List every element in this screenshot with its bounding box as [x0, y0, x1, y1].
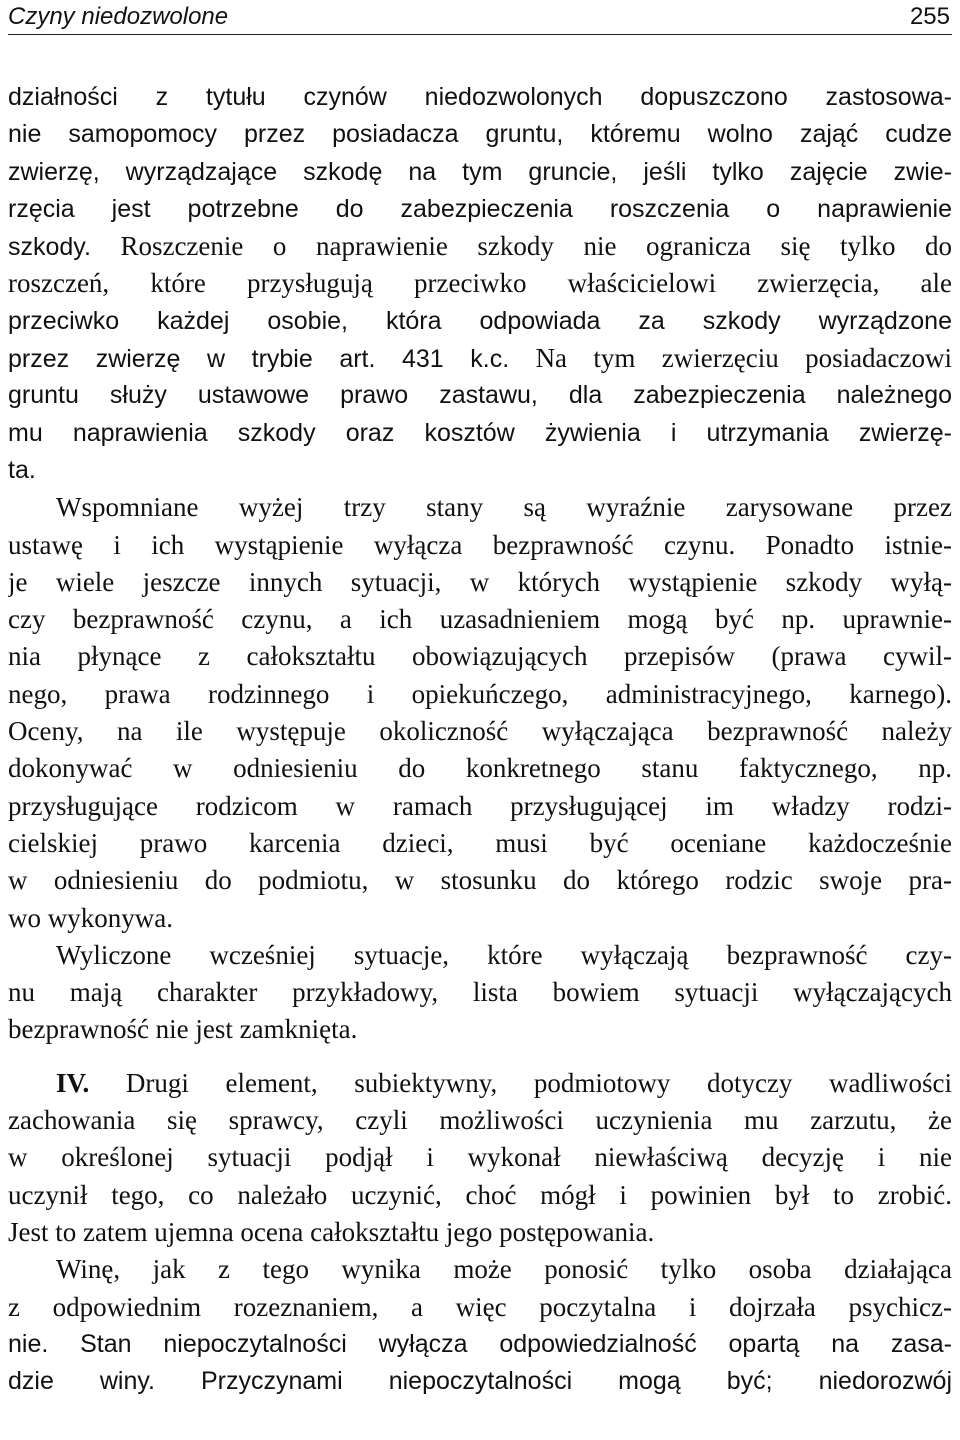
text-line: uczynił tego, co należało uczynić, choć mógł i powinien był to zrobić.: [8, 1179, 952, 1210]
text-line: w odniesieniu do podmiotu, w stosunku do którego rodzic swoje pra-: [8, 865, 952, 896]
running-header: [8, 0, 952, 35]
text-line: nie samopomocy przez posiadacza gruntu, któremu wolno zająć cudze: [8, 120, 952, 149]
text-fragment: Na tym zwierzęciu posiadaczowi: [535, 343, 952, 374]
page-number: 255: [909, 3, 950, 30]
text-line: przysługujące rodzicom w ramach przysługującej im władzy rodzi-: [8, 790, 952, 821]
text-line: Jest to zatem ujemna ocena całokształtu jego postępowania.: [8, 1216, 655, 1247]
text-line: [8, 340, 952, 377]
text-fragment: Ponadto istnie-: [765, 529, 952, 560]
text-line: Wyliczone wcześniej sytuacje, które wyłączają bezprawność czy-: [56, 939, 952, 970]
text-line: dokonywać w odniesieniu do konkretnego stanu faktycznego, np.: [8, 753, 952, 784]
text-fragment: szkody.: [8, 233, 91, 262]
text-line: nie. Stan niepoczytalności wyłącza odpowiedzialność opartą na zasa-: [8, 1329, 952, 1358]
text-line: Wspomniane wyżej trzy stany są wyraźnie zarysowane przez: [56, 492, 952, 523]
text-line: wo wykonywa.: [8, 902, 173, 933]
text-fragment: Drugi element, subiektywny, podmiotowy dotyczy wadliwości: [125, 1067, 952, 1098]
text-line: zwierzę, wyrządzające szkodę na tym gruncie, jeśli tylko zajęcie zwie-: [8, 157, 952, 186]
text-line: cielskiej prawo karcenia dzieci, musi być oceniane każdocześnie: [8, 827, 952, 858]
text-line: roszczeń, które przysługują przeciwko właścicielowi zwierzęcia, ale: [8, 268, 952, 299]
text-line: Winę, jak z tego wynika może ponosić tylko osoba działająca: [56, 1254, 952, 1285]
section-number: IV.: [56, 1067, 90, 1098]
text-line: nu mają charakter przykładowy, lista bowiem sytuacji wyłączających: [8, 977, 952, 1008]
text-line: przeciwko każdej osobie, która odpowiada za szkody wyrządzone: [8, 306, 952, 335]
text-line: dzie winy. Przyczynami niepoczytalności mogą być; niedorozwój: [8, 1367, 952, 1396]
page-body: [8, 79, 952, 1400]
text-line: działności z tytułu czynów niedozwolonych dopuszczono zastosowa-: [8, 83, 952, 111]
text-fragment: ustawę i ich wystąpienie wyłącza bezprawność czynu.: [8, 529, 736, 560]
text-line: je wiele jeszcze innych sytuacji, w których wystąpienie szkody wyłą-: [8, 566, 952, 597]
text-line: gruntu służy ustawowe prawo zastawu, dla zabezpieczenia należnego: [8, 381, 952, 410]
text-line: bezprawność nie jest zamknięta.: [8, 1014, 358, 1045]
text-line: w określonej sytuacji podjął i wykonał niewłaściwą decyzję i nie: [8, 1142, 952, 1173]
text-line: [8, 527, 952, 564]
text-line: [8, 1065, 952, 1102]
text-line: ta.: [8, 455, 36, 484]
text-line: czy bezprawność czynu, a ich uzasadnieniem mogą być np. uprawnie-: [8, 604, 952, 635]
text-line: nia płynące z całokształtu obowiązujących przepisów (prawa cywil-: [8, 641, 952, 672]
text-line: [8, 228, 952, 265]
text-line: z odpowiednim rozeznaniem, a więc poczytalna i dojrzała psychicz-: [8, 1291, 952, 1322]
text-fragment: Roszczenie o naprawienie szkody nie ogranicza się tylko do: [120, 231, 952, 262]
text-line: rzęcia jest potrzebne do zabezpieczenia roszczenia o naprawienie: [8, 194, 952, 223]
running-title: Czyny niedozwolone: [8, 3, 229, 30]
text-fragment: przez zwierzę w trybie art. 431 k.c.: [8, 345, 510, 374]
paragraph-gap: [8, 1049, 952, 1065]
text-line: zachowania się sprawcy, czyli możliwości uczynienia mu zarzutu, że: [8, 1105, 952, 1136]
text-line: Oceny, na ile występuje okoliczność wyłączająca bezprawność należy: [8, 716, 952, 747]
text-line: nego, prawa rodzinnego i opiekuńczego, administracyjnego, karnego).: [8, 678, 952, 709]
text-line: mu naprawienia szkody oraz kosztów żywienia i utrzymania zwierzę-: [8, 418, 952, 447]
